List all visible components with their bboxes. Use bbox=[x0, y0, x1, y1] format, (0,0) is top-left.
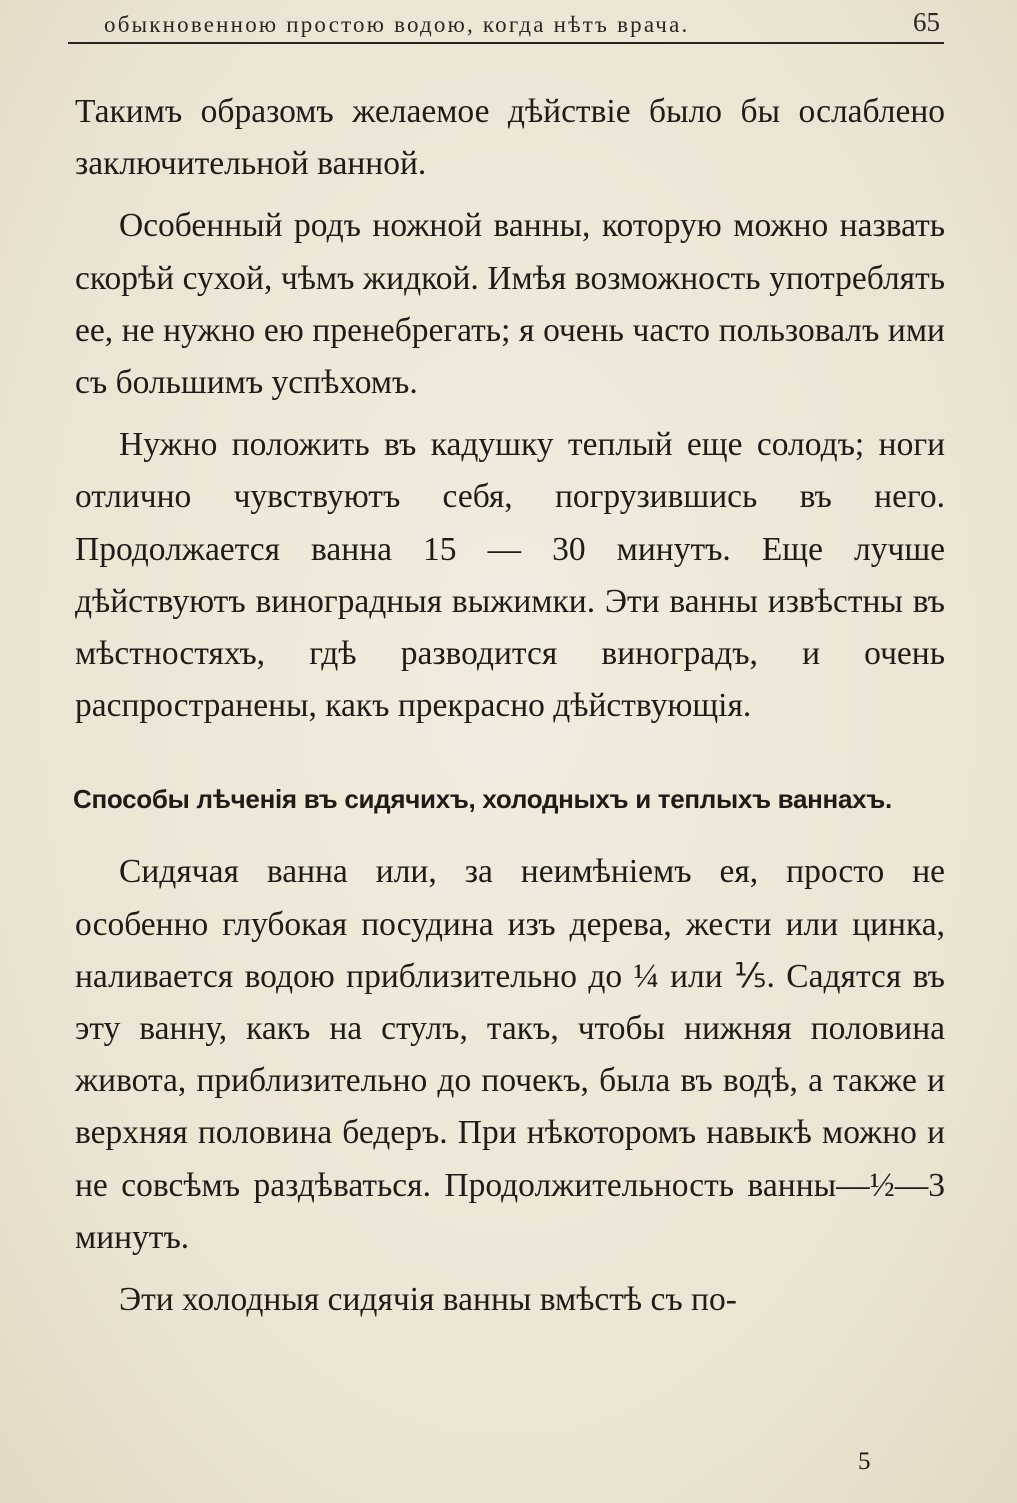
paragraph: Особенный родъ ножной ванны, которую можно назвать скорѣй сухой, чѣмъ жидкой. Имѣя возможность употреблять ее, не нужно ею пренебрегать; я очень часто пользовалъ ими съ большимъ успѣхомъ. bbox=[75, 207, 945, 402]
signature-mark: 5 bbox=[858, 1448, 871, 1475]
paragraph: Эти холодныя сидячія ванны вмѣстѣ съ по- bbox=[119, 1281, 737, 1319]
running-head bbox=[68, 8, 944, 44]
paragraph: Такимъ образомъ желаемое дѣйствіе было бы ослаблено заключительной ванной. bbox=[75, 93, 945, 183]
section-heading: Способы лѣченія въ сидячихъ, холодныхъ и теплыхъ ваннахъ. bbox=[73, 784, 892, 815]
running-title: обыкновенною простою водою, когда нѣтъ врача. bbox=[104, 12, 690, 37]
page-number: 65 bbox=[913, 7, 940, 37]
paragraph: Нужно положить въ кадушку теплый еще солодъ; ноги отлично чувствуютъ себя, погрузившись въ него. Продолжается ванна 15 — 30 минутъ. Еще лучше дѣйствуютъ виноградныя выжимки. Эти ванны извѣстны въ мѣстностяхъ, гдѣ разводится виноградъ, и очень распространены, какъ прекрасно дѣйствующія. bbox=[75, 426, 945, 725]
body-text bbox=[75, 86, 945, 1326]
paragraph: Сидячая ванна или, за неимѣніемъ ея, просто не особенно глубокая посудина изъ дерева, жести или цинка, наливается водою приблизительно до ¼ или ⅕. Садятся въ эту ванну, какъ на стулъ, такъ, чтобы нижняя половина живота, приблизительно до почекъ, была въ водѣ, а также и верхняя половина бедеръ. При нѣкоторомъ навыкѣ можно и не совсѣмъ раздѣваться. Продолжительность ванны—½—3 минутъ. bbox=[75, 853, 945, 1256]
